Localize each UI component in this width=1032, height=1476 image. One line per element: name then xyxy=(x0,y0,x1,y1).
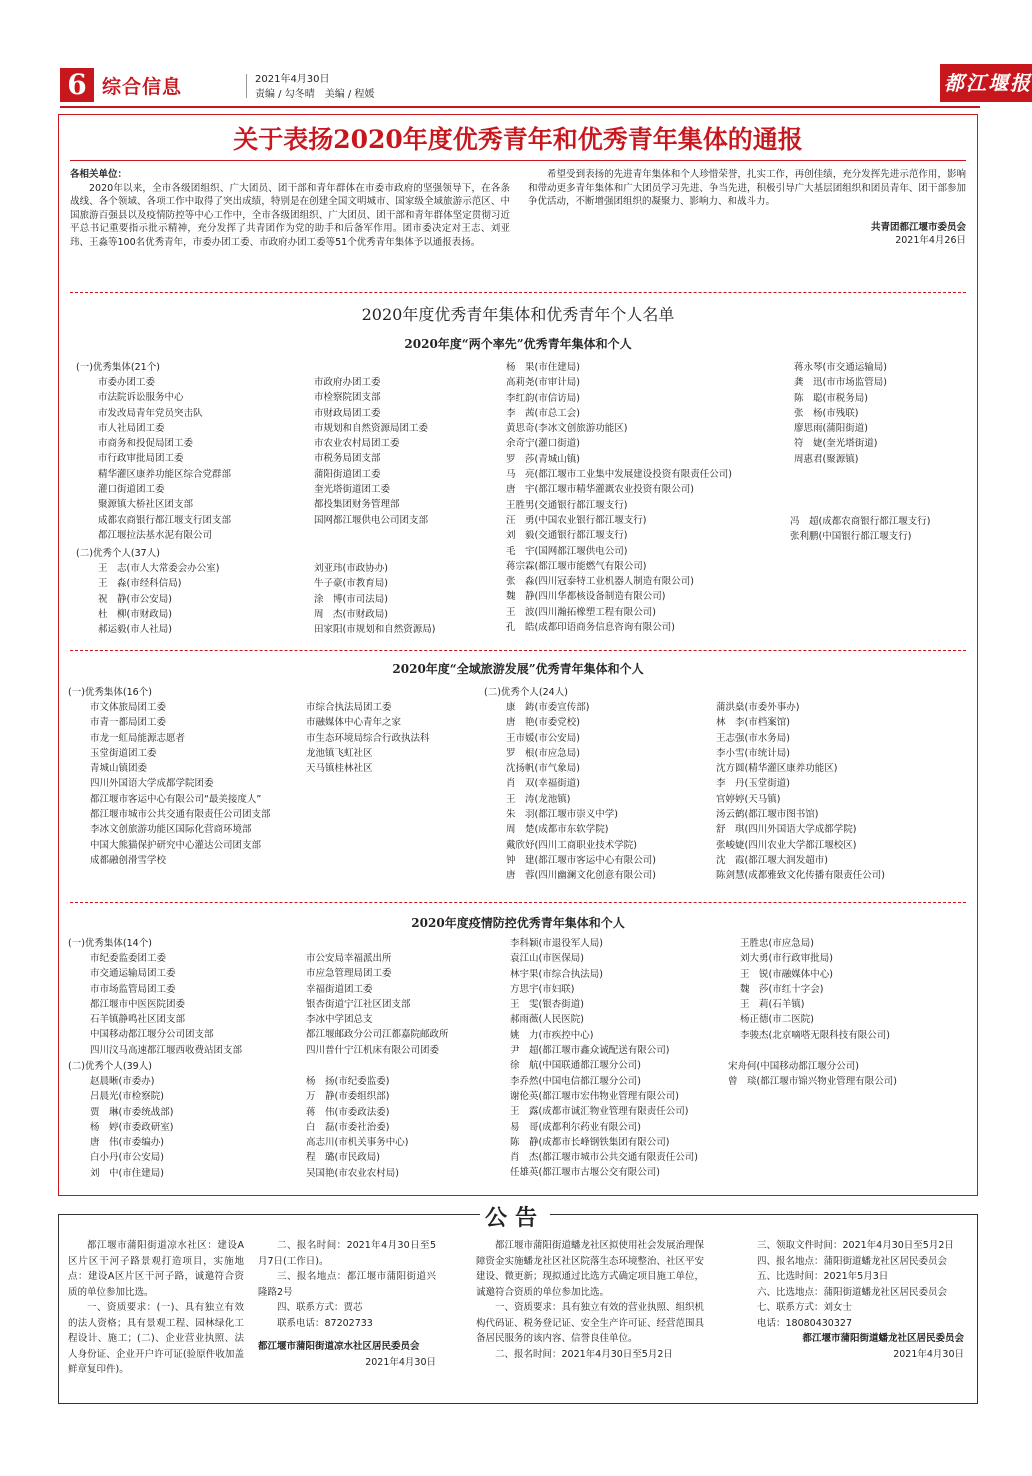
list-item: 陈 聪(市税务局) xyxy=(794,392,868,404)
list-item: 王 锐(市融媒体中心) xyxy=(740,968,833,980)
list-item: 祝 静(市公安局) xyxy=(98,593,172,605)
list-item: 都投集团财务管理部 xyxy=(314,499,400,511)
list-item: 白 磊(市委社治委) xyxy=(306,1121,390,1133)
list-item: 孔 皓(成都印语商务信息咨询有限公司) xyxy=(506,622,675,634)
list-item: 廖思雨(蒲阳街道) xyxy=(794,423,868,435)
list-item: 王胜男(交通银行都江堰支行) xyxy=(506,499,628,511)
list-item: 龚 迅(市市场监管局) xyxy=(794,377,887,389)
notice-text: 四、联系方式：贾芯 xyxy=(277,1302,363,1313)
signer: 共青团都江堰市委员会 xyxy=(870,221,966,233)
list-item: 市融媒体中心青年之家 xyxy=(306,717,402,729)
list-item: 钟 建(都江堰市客运中心有限公司) xyxy=(506,854,656,866)
title-rule xyxy=(70,160,966,161)
list-item: 市生态环境局综合行政执法科 xyxy=(306,732,430,744)
list-item: 市发改局青年党员突击队 xyxy=(98,407,203,419)
list-item: 四川普什宁江机床有限公司团委 xyxy=(306,1044,440,1056)
list-item: 市人社局团工委 xyxy=(98,422,165,434)
list-col xyxy=(728,1059,897,1090)
list-item: 李乔然(中国电信都江堰分公司) xyxy=(510,1075,641,1087)
notice-a-col2 xyxy=(258,1238,436,1370)
section-heading: 2020年度“两个率先”优秀青年集体和个人 xyxy=(404,337,632,351)
list-item: 涂 博(市司法局) xyxy=(314,593,388,605)
notice-b-col2 xyxy=(738,1238,964,1362)
notice-text: 二、报名时间：2021年4月30日至5月2日 xyxy=(495,1348,673,1360)
list-item: 市规划和自然资源局团工委 xyxy=(314,422,429,434)
masthead xyxy=(60,64,1032,108)
notice-text: 一、资质要求：(一)、具有独立有效的法人资格；具有景观工程、园林绿化工程设计、施工；(二)、企业营业执照、法人身份证、企业开户许可证(验原件收加盖鲜章复印件)。 xyxy=(68,1302,244,1375)
list-item: 谢伦英(都江堰市宏伟物业管理有限公司) xyxy=(510,1090,679,1102)
list-item: 王志强(市水务局) xyxy=(716,732,790,744)
list-item: 李红韵(市信访局) xyxy=(506,392,580,404)
list-col xyxy=(90,1074,173,1181)
list-item: 曾 琰(都江堰市锦兴物业管理有限公司) xyxy=(728,1076,897,1088)
list-item: 都江堰拉法基水泥有限公司 xyxy=(98,529,213,541)
list-item: 杨 婷(市委政研室) xyxy=(90,1121,174,1133)
dashed-divider xyxy=(70,650,966,651)
list-item: 银杏街道宁江社区团支部 xyxy=(306,998,411,1010)
list-item: 唐 伟(市委编办) xyxy=(90,1137,164,1149)
list-item: 陈剑慧(成都雅致文化传播有限责任公司) xyxy=(716,870,885,882)
list-item: 张 杨(市残联) xyxy=(794,407,859,419)
notice-title: 公告 xyxy=(480,1201,550,1232)
list-item: 李 丹(玉堂街道) xyxy=(716,778,790,790)
list-item: 周惠君(聚源镇) xyxy=(794,453,859,465)
list-item: 都江堰邮政分公司江都嘉院邮政所 xyxy=(306,1029,449,1041)
notice-text: 三、领取文件时间：2021年4月30日至5月2日 xyxy=(757,1240,954,1251)
list-item: 市应急管理局团工委 xyxy=(306,968,392,980)
list-item: 市文体旅局团工委 xyxy=(90,702,167,713)
list-item: 康 鋳(市委宣传部) xyxy=(506,702,590,713)
list-item: 刘亚玮(市政协办) xyxy=(314,563,388,574)
notice-text: 都江堰市蒲阳街道蟠龙社区拟使用社会发展治理保障资金实施蟠龙社区社区院落生态环境整治、社区平安建设、微更新；现拟通过比选方式确定项目施工单位，诚邀符合资质的单位参加比选。 xyxy=(476,1240,705,1298)
list-item: 方思宇(市妇联) xyxy=(510,983,575,995)
list-item: 汤云鹤(都江堰市图书馆) xyxy=(716,809,819,821)
notice-text: 电话：18080430327 xyxy=(757,1317,852,1329)
notice-date: 2021年4月30日 xyxy=(893,1348,964,1360)
list-col xyxy=(740,936,890,1043)
list-col xyxy=(314,561,435,637)
list-item: 刘 毅(交通银行都江堰支行) xyxy=(506,530,628,542)
section-heading: 2020年度疫情防控优秀青年集体和个人 xyxy=(411,916,625,930)
list-item: 精华灌区康养功能区综合党群部 xyxy=(98,468,232,480)
list-item: 蒲阳街道团工委 xyxy=(314,468,381,480)
list-item: 市综合执法局团工委 xyxy=(306,702,392,713)
list-item: 唐 宇(都江堰市精华灌溉农业投资有限公司) xyxy=(506,484,694,496)
section-title: 综合信息 xyxy=(102,76,183,98)
list-item: 蒋永琴(市交通运输局) xyxy=(794,362,887,373)
list-item: 蒲洪燊(市委外事办) xyxy=(716,702,800,713)
list-item: 市商务和投促局团工委 xyxy=(98,438,194,450)
list-item: 李科颖(市退役军人局) xyxy=(510,938,603,949)
list-item: 赵晨晰(市委办) xyxy=(90,1076,155,1087)
list-item: 官婷婷(天马镇) xyxy=(716,793,781,805)
list-item: 王 涛(龙池镇) xyxy=(506,793,571,805)
list-item: 市纪委监委团工委 xyxy=(90,953,167,964)
list-item: 林 李(市档案馆) xyxy=(716,717,790,729)
list-item: 沈扬帆(市气象局) xyxy=(506,763,580,775)
list-item: 灌口街道团工委 xyxy=(98,484,165,496)
list-item: 舒 琪(四川外国语大学成都学院) xyxy=(716,824,857,836)
list-item: 市农业农村局团工委 xyxy=(314,438,400,450)
list-item: 尹 超(都江堰市鑫众诚配送有限公司) xyxy=(510,1045,670,1057)
list-item: 周 杰(市财政局) xyxy=(314,608,388,620)
list-item: 田家阳(市规划和自然资源局) xyxy=(314,624,436,636)
list-item: 肖 杰(都江堰市城市公共交通有限责任公司) xyxy=(510,1152,698,1164)
list-col xyxy=(306,700,430,776)
list-item: 王 志(市人大常委会办公室) xyxy=(98,563,220,574)
list-item: 郝雨薇(人民医院) xyxy=(510,1014,584,1026)
list-item: 成都农商银行都江堰支行团支部 xyxy=(98,514,232,526)
section-heading: 2020年度“全域旅游发展”优秀青年集体和个人 xyxy=(392,662,644,676)
list-item: 沈方圆(精华灌区康养功能区) xyxy=(716,763,838,775)
list-item: 符 婕(奎光塔街道) xyxy=(794,438,878,450)
list-item: 市财政局团工委 xyxy=(314,407,381,419)
list-item: 四川汶马高速都江堰西收费站团支部 xyxy=(90,1044,243,1056)
group-heading: (一)优秀集体(21个) xyxy=(76,362,160,373)
notice-a-col1 xyxy=(68,1238,244,1378)
list-item: 万 静(市委组织部) xyxy=(306,1091,390,1103)
list-item: 牛子豪(市教育局) xyxy=(314,578,388,590)
list-item: 王市媛(市公安局) xyxy=(506,732,580,744)
list-item: 李 茜(市总工会) xyxy=(506,407,580,419)
article-paragraph: 希望受到表扬的先进青年集体和个人珍惜荣誉，扎实工作，再创佳绩，充分发挥先进示范作用，影响和带动更多青年集体和广大团员学习先进、争当先进，积极引导广大基层团组织和团员青年、团干部参加争优活动，不断增强团组织的凝聚力、影响力、和战斗力。 xyxy=(528,169,966,207)
list-item: 李骏杰(北京嘀嗒无限科技有限公司) xyxy=(740,1029,890,1041)
group-heading: (二)优秀个人(24人) xyxy=(484,687,568,698)
list-col xyxy=(794,360,887,467)
list-item: 吴国艳(市农业农村局) xyxy=(306,1167,399,1179)
list-item: 杨正德(市二医院) xyxy=(740,1014,814,1026)
list-col xyxy=(314,375,428,528)
list-item: 林宇果(市综合执法局) xyxy=(510,968,603,980)
group-heading: (一)优秀集体(16个) xyxy=(68,687,152,698)
list-item: 市委办团工委 xyxy=(98,377,156,388)
list-item: 杨 果(市住建局) xyxy=(506,362,580,373)
list-item: 王 露(成都市诚汇物业管理有限责任公司) xyxy=(510,1106,689,1118)
list-col xyxy=(90,700,271,868)
list-item: 李冰中学团总支 xyxy=(306,1014,373,1026)
list-item: 任雄英(都江堰市古堰公交有限公司) xyxy=(510,1167,660,1179)
list-item: 都江堰市城市公共交通有限责任公司团支部 xyxy=(90,809,271,821)
list-item: 幸福街道团工委 xyxy=(306,983,373,995)
list-col xyxy=(716,700,885,884)
list-col xyxy=(510,936,698,1181)
sign-date: 2021年4月26日 xyxy=(895,235,966,246)
list-item: 杨 扬(市纪委监委) xyxy=(306,1076,390,1087)
list-item: 市青一都局团工委 xyxy=(90,717,167,729)
group-heading: (一)优秀集体(14个) xyxy=(68,938,152,949)
list-item: 罗 根(市应急局) xyxy=(506,747,580,759)
list-item: 都江堰市客运中心有限公司“最美接度人” xyxy=(90,793,262,805)
list-item: 郝运毅(市人社局) xyxy=(98,624,172,636)
list-item: 市市场监管局团工委 xyxy=(90,983,176,995)
list-item: 罗 莎(青城山镇) xyxy=(506,453,580,465)
list-item: 石羊镇静鸣社区团支部 xyxy=(90,1014,186,1026)
article-right-col xyxy=(528,168,966,248)
notice-signer: 都江堰市蒲阳街道凉水社区居民委员会 xyxy=(258,1341,420,1352)
list-item: 都江堰市中医医院团委 xyxy=(90,998,186,1010)
list-item: 姚 力(市疾控中心) xyxy=(510,1029,594,1041)
list-item: 沈 霞(都江堰大润发超市) xyxy=(716,854,828,866)
list-col xyxy=(306,951,449,1058)
list-item: 杜 柳(市财政局) xyxy=(98,608,172,620)
list-item: 聚源镇大桥社区团支部 xyxy=(98,499,194,511)
list-item: 易 哥(成都利尔药业有限公司) xyxy=(510,1121,641,1133)
list-item: 周 楚(成都市东软学院) xyxy=(506,824,609,836)
dashed-divider xyxy=(70,292,966,293)
divider xyxy=(246,74,247,98)
list-item: 市法院诉讼服务中心 xyxy=(98,392,184,404)
list-item: 白小丹(市公安局) xyxy=(90,1152,164,1164)
article-left-col xyxy=(70,168,510,249)
list-item: 张峻婕(四川农业大学都江堰校区) xyxy=(716,839,857,851)
list-item: 国网都江堰供电公司团支部 xyxy=(314,514,429,526)
list-item: 市公安局幸福派出所 xyxy=(306,953,392,964)
list-item: 肖 双(幸福街道) xyxy=(506,778,580,790)
list-item: 吕晨光(市检察院) xyxy=(90,1091,164,1103)
list-item: 马 亮(都江堰市工业集中发展建设投资有限责任公司) xyxy=(506,469,732,481)
list-item: 四川外国语大学成都学院团委 xyxy=(90,778,214,790)
list-item: 程 璐(市民政局) xyxy=(306,1152,380,1164)
list-col xyxy=(98,375,231,543)
list-item: 成都融创滑雪学校 xyxy=(90,854,167,866)
newspaper-logo: 都江堰报 xyxy=(940,64,1032,102)
list-item: 黄思奇(李冰文创旅游功能区) xyxy=(506,423,628,435)
notice-date: 2021年4月30日 xyxy=(365,1356,436,1368)
notice-text: 都江堰市蒲阳街道凉水社区：建设A区片区干河子路景观打造项目，实施地点：建设A区片区干河子路，诚邀符合资质的单位参加比选。 xyxy=(68,1240,244,1298)
list-item: 市行政审批局团工委 xyxy=(98,453,184,465)
list-item: 冯 超(成都农商银行都江堰支行) xyxy=(790,516,931,527)
list-item: 市交通运输局团工委 xyxy=(90,968,176,980)
list-item: 王 淼(市经科信局) xyxy=(98,578,182,590)
list-item: 蒋 伟(市委政法委) xyxy=(306,1106,390,1118)
list-item: 刘 中(市住建局) xyxy=(90,1167,164,1179)
notice-text: 四、报名地点：蒲阳街道蟠龙社区居民委员会 xyxy=(757,1255,948,1267)
list-item: 魏 静(四川华都核设备制造有限公司) xyxy=(506,591,666,603)
group-heading: (二)优秀个人(39人) xyxy=(68,1061,152,1072)
list-item: 毛 宇(国网都江堰供电公司) xyxy=(506,545,628,557)
notice-signer: 都江堰市蒲阳街道蟠龙社区居民委员会 xyxy=(802,1333,964,1344)
article-title: 关于表扬2020年度优秀青年和优秀青年集体的通报 xyxy=(233,125,803,154)
notice-text: 五、比选时间：2021年5月3日 xyxy=(757,1271,889,1282)
list-item: 贾 琳(市委统战部) xyxy=(90,1106,174,1118)
list-item: 徐 航(中国联通都江堰分公司) xyxy=(510,1060,641,1072)
notice-text: 二、报名时间：2021年4月30日至5月7日(工作日)。 xyxy=(258,1240,436,1267)
list-item: 市龙一虹局能源志愿者 xyxy=(90,732,186,744)
list-item: 市税务局团支部 xyxy=(314,453,381,465)
list-item: 唐 蓉(四川幽澜文化创意有限公司) xyxy=(506,870,656,882)
notice-text: 三、报名地点：都江堰市蒲阳街道兴隆路2号 xyxy=(258,1271,436,1298)
list-item: 高志川(市机关事务中心) xyxy=(306,1137,409,1149)
notice-text: 六、比选地点：蒲阳街道蟠龙社区居民委员会 xyxy=(757,1286,948,1298)
salutation: 各相关单位： xyxy=(70,169,128,180)
list-item: 天马镇桂林社区 xyxy=(306,763,373,775)
list-item: 张 淼(四川冠泰特工业机器人制造有限公司) xyxy=(506,576,694,588)
list-item: 陈 静(成都市长峰钢铁集团有限公司) xyxy=(510,1136,670,1148)
list-item: 戴欣妤(四川工商职业技术学院) xyxy=(506,839,637,851)
list-col xyxy=(790,514,930,545)
list-col xyxy=(98,561,219,637)
list-item: 朱 羽(都江堰市崇义中学) xyxy=(506,809,618,821)
editors: 责编 / 勾冬晴 美编 / 程媛 xyxy=(255,89,375,100)
list-item: 奎光塔街道团工委 xyxy=(314,484,391,496)
notice-text: 一、资质要求：具有独立有效的营业执照、组织机构代码证、税务登记证、安全生产许可证、经营范围具备居民服务的该内容、信誉良佳单位。 xyxy=(476,1302,705,1344)
list-item: 王 雯(银杏街道) xyxy=(510,999,584,1011)
list-title: 2020年度优秀青年集体和优秀青年个人名单 xyxy=(361,305,675,324)
list-item: 袁江山(市医保局) xyxy=(510,953,584,965)
list-item: 玉堂街道团工委 xyxy=(90,747,157,759)
article-paragraph: 2020年以来，全市各级团组织、广大团员、团干部和青年群体在市委市政府的坚强领导下，在各条战线、各个领域、各项工作中取得了突出成绩，特别是在创建全国文明城市、国家级全域旅游示范区、中国旅游百强县以及疫情防控等中心工作中，全市各级团组织、广大团员、团干部和青年群体坚定贯彻习近平总书记重要指示批示精神，充分发挥了共青团作为党的助手和后备军作用。团市委决定对王志、刘亚玮、王淼等100名优秀青年，市委办团工委、市政府办团工委等51个优秀青年集体予以通报表扬。 xyxy=(70,182,510,248)
list-item: 王 波(四川瀚拓橡塑工程有限公司) xyxy=(506,606,656,618)
list-col xyxy=(306,1074,408,1181)
list-item: 市检察院团支部 xyxy=(314,392,381,404)
list-item: 龙池镇飞虹社区 xyxy=(306,747,373,759)
list-item: 张利鹏(中国银行都江堰支行) xyxy=(790,531,912,543)
list-item: 王胜忠(市应急局) xyxy=(740,938,814,949)
notice-b-col1 xyxy=(476,1238,704,1362)
list-item: 王 莉(石羊镇) xyxy=(740,999,805,1011)
list-item: 市政府办团工委 xyxy=(314,377,381,388)
list-col xyxy=(506,700,656,884)
dashed-divider xyxy=(70,902,966,903)
list-item: 刘大勇(市行政审批局) xyxy=(740,953,833,965)
notice-text: 七、联系方式：刘女士 xyxy=(757,1302,853,1313)
list-col xyxy=(506,360,732,635)
list-item: 余奇宁(灌口街道) xyxy=(506,438,580,450)
list-item: 高莉尧(市审计局) xyxy=(506,377,580,389)
notice-text: 联系电话：87202733 xyxy=(277,1317,373,1329)
list-item: 汪 勇(中国农业银行都江堰支行) xyxy=(506,514,647,526)
list-item: 中国大熊猫保护研究中心灌达公司团支部 xyxy=(90,839,262,851)
list-item: 李小雪(市统计局) xyxy=(716,747,790,759)
group-heading: (二)优秀个人(37人) xyxy=(76,548,160,559)
list-item: 魏 莎(市红十字会) xyxy=(740,983,824,995)
list-item: 李冰文创旅游功能区国际化营商环境部 xyxy=(90,824,252,836)
issue-date: 2021年4月30日 xyxy=(255,74,330,85)
list-item: 中国移动都江堰分公司团支部 xyxy=(90,1029,214,1041)
list-item: 青城山镇团委 xyxy=(90,763,148,775)
list-item: 蒋宗霖(都江堰市能燃气有限公司) xyxy=(506,560,647,572)
list-col xyxy=(90,951,242,1058)
list-item: 唐 艳(市委党校) xyxy=(506,717,580,729)
list-item: 宋舟何(中国移动都江堰分公司) xyxy=(728,1061,859,1072)
page-number: 6 xyxy=(60,68,94,102)
